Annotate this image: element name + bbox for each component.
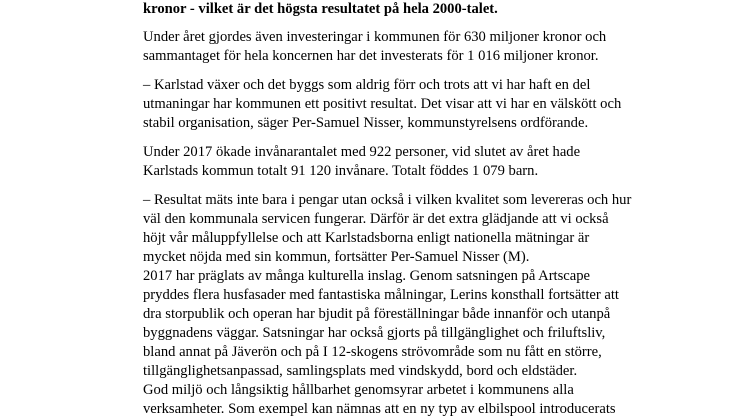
paragraph-quote-quality xyxy=(143,191,632,267)
text-line: byggnadens väggar. Satsningar har också gjorts på tillgänglighet och friluftsliv, xyxy=(143,325,606,341)
paragraph-investments xyxy=(143,28,613,66)
text-line: Under 2017 ökade invånarantalet med 922 personer, vid slutet av året hade xyxy=(143,144,581,160)
text-line: kronor - vilket är det högsta resultatet på hela 2000-talet. xyxy=(143,1,498,17)
text-line: utmaningar har kommunen ett positivt resultat. Det visar att vi har en välskött och xyxy=(143,96,622,112)
text-line: stabil organisation, säger Per-Samuel Nisser, kommunstyrelsens ordförande. xyxy=(143,115,589,131)
text-line: tillgänglighetsanpassad, samlingsplats med vindskydd, bord och eldstäder. xyxy=(143,363,578,379)
paragraph-culture xyxy=(143,267,619,381)
text-line: pryddes flera husfasader med fantastiska målningar, Lerins konsthall fortsätter att xyxy=(143,287,619,303)
lead-fragment xyxy=(143,0,613,19)
text-line: Karlstads kommun totalt 91 120 invånare. Totalt föddes 1 079 barn. xyxy=(143,163,539,179)
text-line: – Resultat mäts inte bara i pengar utan också i vilken kvalitet som levereras och hur xyxy=(143,192,632,208)
paragraph-population xyxy=(143,143,613,181)
text-line: dra storpublik och operan har bjudit på föreställningar både innanför och utanpå xyxy=(143,306,611,322)
text-line: 2017 har präglats av många kulturella inslag. Genom satsningen på Artscape xyxy=(143,268,591,284)
text-line: höjt vår måluppfyllelse och att Karlstadsborna enligt nationella mätningar är xyxy=(143,230,590,246)
text-line: God miljö och långsiktig hållbarhet genomsyrar arbetet i kommunens alla xyxy=(143,382,574,398)
paragraph-quote-growth xyxy=(143,76,622,133)
text-line: väl den kommunala servicen fungerar. Därför är det extra glädjande att vi också xyxy=(143,211,609,227)
paragraph-environment xyxy=(143,381,616,419)
text-line: bland annat på Jäverön och på I 12-skogens strövområde som nu fått en större, xyxy=(143,344,602,360)
text-line: sammantaget för hela koncernen har det investerats för 1 016 miljoner kronor. xyxy=(143,48,599,64)
text-line: Under året gjordes även investeringar i kommunen för 630 miljoner kronor och xyxy=(143,29,607,45)
text-line: – Karlstad växer och det byggs som aldrig förr och trots att vi har haft en del xyxy=(143,77,591,93)
text-line: mycket nöjda med sin kommun, fortsätter Per-Samuel Nisser (M). xyxy=(143,249,530,265)
text-line: verksamheter. Som exempel kan nämnas att en ny typ av elbilspool introducerats xyxy=(143,401,616,417)
